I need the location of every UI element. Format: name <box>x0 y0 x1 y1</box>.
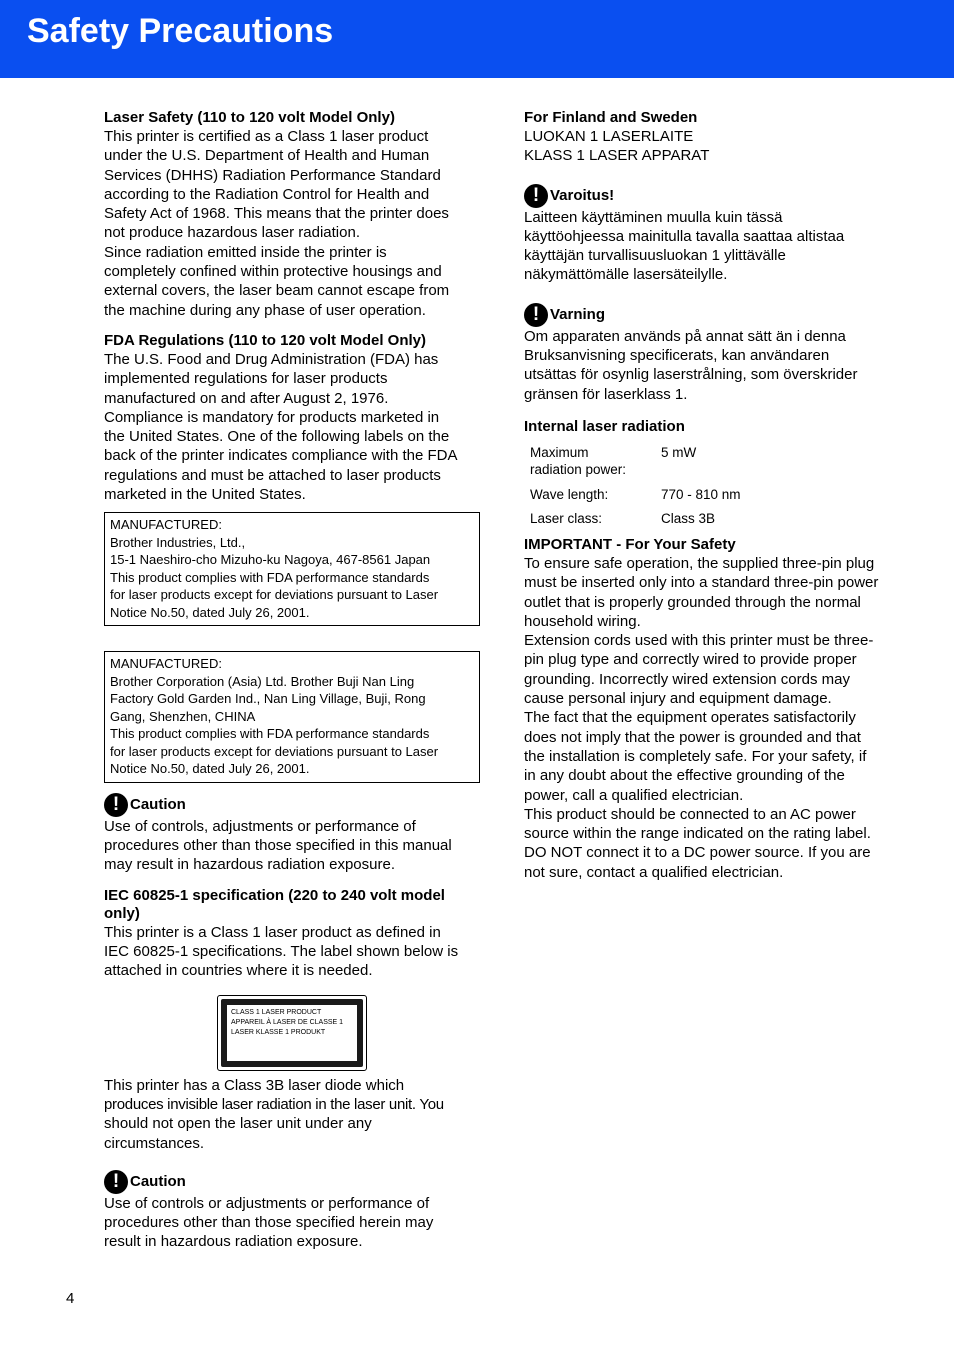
text-line: pin plug type and correctly wired to provide proper <box>524 651 857 669</box>
warning-icon: ! <box>104 1170 128 1194</box>
spec-key: Laser class: <box>530 511 603 527</box>
text-line: household wiring. <box>524 612 641 630</box>
text-line: Om apparaten används på annat sätt än i denna <box>524 327 846 345</box>
text-line: implemented regulations for laser products <box>104 370 388 388</box>
spec-row <box>530 486 900 504</box>
fda-text <box>104 350 480 504</box>
heading-line: only) <box>104 904 140 922</box>
text-line: marketed in the United States. <box>104 486 306 504</box>
important-text <box>524 554 900 882</box>
text-line: power, call a qualified electrician. <box>524 786 744 804</box>
text-line: The fact that the equipment operates satisfactorily <box>524 709 856 727</box>
text-line: the installation is completely safe. For your safety, if <box>524 747 867 765</box>
text-line: gränsen för laserklass 1. <box>524 385 688 403</box>
caution-heading <box>104 1170 480 1194</box>
label-text <box>227 1005 357 1061</box>
text-line: back of the printer indicates compliance with the FDA <box>104 447 458 465</box>
text-line: not sure, contact a qualified electrician. <box>524 863 784 881</box>
right-column <box>524 109 900 882</box>
text-line: in any doubt about the effective grounding of the <box>524 767 845 785</box>
text-line: To ensure safe operation, the supplied three-pin plug <box>524 554 875 572</box>
caution-text <box>104 817 480 875</box>
box-line: MANUFACTURED: <box>110 517 222 533</box>
box-line: for laser products except for deviations pursuant to Laser <box>110 587 439 603</box>
box-line: Gang, Shenzhen, CHINA <box>110 708 256 724</box>
finland-sweden-heading: For Finland and Sweden <box>524 109 698 126</box>
text-line: the machine during any phase of user operation. <box>104 301 426 319</box>
text-line: utsättas för osynlig laserstrålning, som överskrider <box>524 366 858 384</box>
spec-value: 770 - 810 nm <box>661 486 741 502</box>
caution-label: Caution <box>130 1172 186 1190</box>
label-border <box>221 999 363 1067</box>
label-frame <box>217 995 367 1071</box>
box-line: Notice No.50, dated July 26, 2001. <box>110 604 310 620</box>
text-line: not produce hazardous laser radiation. <box>104 224 360 242</box>
text-line: IEC 60825-1 specifications. The label shown below is <box>104 943 459 961</box>
internal-laser-heading: Internal laser radiation <box>524 417 685 435</box>
label-line: LASER KLASSE 1 PRODUKT <box>231 1028 326 1036</box>
warning-icon: ! <box>104 793 128 817</box>
spec-row <box>530 444 900 479</box>
box-line: Factory Gold Garden Ind., Nan Ling Village, Buji, Rong <box>110 691 426 707</box>
laser-safety-text <box>104 127 480 320</box>
label-line: CLASS 1 LASER PRODUCT <box>231 1008 322 1016</box>
text-line: This product should be connected to an AC power <box>524 805 856 823</box>
text-line: Compliance is mandatory for products marketed in <box>104 408 440 426</box>
fda-heading: FDA Regulations (110 to 120 volt Model Only) <box>104 331 426 349</box>
text-line: grounding. Incorrectly wired extension cords may <box>524 670 850 688</box>
text-line: external covers, the laser beam cannot escape from <box>104 282 450 300</box>
varning-heading <box>524 303 900 327</box>
text-line: Laitteen käyttäminen muulla kuin tässä <box>524 208 783 226</box>
page-title: Safety Precautions <box>27 12 334 50</box>
varoitus-label: Varoitus! <box>550 186 615 204</box>
text-line: may result in hazardous radiation exposure. <box>104 856 395 874</box>
box-line: Notice No.50, dated July 26, 2001. <box>110 761 310 777</box>
warning-icon: ! <box>524 184 548 208</box>
text-line: procedures other than those specified in this manual <box>104 837 452 855</box>
page-header <box>0 0 954 78</box>
spec-value: 5 mW <box>661 444 697 460</box>
spec-value: Class 3B <box>661 511 716 527</box>
important-heading: IMPORTANT - For Your Safety <box>524 535 736 553</box>
text-line: Safety Act of 1968. This means that the printer does <box>104 205 449 223</box>
text-line: DO NOT connect it to a DC power source. If you are <box>524 844 871 862</box>
laser-spec-table <box>530 444 900 528</box>
text-line: outlet that is properly grounded through the normal <box>524 593 861 611</box>
spec-key-line: radiation power: <box>530 462 627 478</box>
spec-row <box>530 510 900 528</box>
text-line: does not imply that the power is grounded and that <box>524 728 861 746</box>
text-line: Bruksanvisning specificerats, kan användaren <box>524 347 830 365</box>
box-line: This product complies with FDA performance standards <box>110 569 430 585</box>
spec-key-line: Maximum <box>530 444 589 460</box>
text-line: must be inserted only into a standard three-pin power <box>524 574 879 592</box>
varoitus-text <box>524 208 900 285</box>
text-line: according to the Radiation Control for Health and <box>104 185 430 203</box>
box-line: This product complies with FDA performance standards <box>110 726 430 742</box>
manufacturer-box-china <box>104 651 480 783</box>
heading-line: IEC 60825-1 specification (220 to 240 volt model <box>104 886 445 904</box>
text-line: This printer is certified as a Class 1 laser product <box>104 128 429 145</box>
spec-key: Wave length: <box>530 486 609 502</box>
text-line: käyttäjän turvallisuusluokan 1 ylittävälle <box>524 247 786 265</box>
text-line: näkymättömälle lasersäteilylle. <box>524 266 728 284</box>
text-line: result in hazardous radiation exposure. <box>104 1233 363 1251</box>
text-line: attached in countries where it is needed. <box>104 962 373 980</box>
iec-heading <box>104 887 480 923</box>
text-line: This printer is a Class 1 laser product as defined in <box>104 923 441 941</box>
text-line: LUOKAN 1 LASERLAITE <box>524 128 694 145</box>
varoitus-heading <box>524 184 900 208</box>
box-line: MANUFACTURED: <box>110 656 222 672</box>
box-line: 15-1 Naeshiro-cho Mizuho-ku Nagoya, 467-8561 Japan <box>110 552 431 568</box>
text-line: the United States. One of the following labels on the <box>104 428 450 446</box>
text-line: cause personal injury and equipment damage. <box>524 690 832 708</box>
text-line: produces invisible laser radiation in the laser unit. You <box>104 1095 444 1113</box>
text-line: käyttöohjeessa mainitulla tavalla saattaa altistaa <box>524 227 845 245</box>
text-line: under the U.S. Department of Health and Human <box>104 147 430 165</box>
class3b-text <box>104 1076 480 1153</box>
box-line: for laser products except for deviations pursuant to Laser <box>110 743 439 759</box>
label-line: APPAREIL À LASER DE CLASSE 1 <box>231 1018 344 1026</box>
text-line: Use of controls or adjustments or performance of <box>104 1194 430 1212</box>
manufacturer-box-japan <box>104 512 480 626</box>
caution-heading <box>104 793 480 817</box>
text-line: manufactured on and after August 2, 1976. <box>104 389 389 407</box>
text-line: Since radiation emitted inside the printer is <box>104 243 387 261</box>
varning-text <box>524 327 900 404</box>
caution-text <box>104 1194 480 1252</box>
text-line: circumstances. <box>104 1134 205 1152</box>
text-line: KLASS 1 LASER APPARAT <box>524 147 710 165</box>
laser-safety-heading: Laser Safety (110 to 120 volt Model Only) <box>104 109 395 126</box>
text-line: The U.S. Food and Drug Administration (FDA) has <box>104 350 439 368</box>
class1-laser-label <box>104 995 480 1071</box>
text-line: This printer has a Class 3B laser diode which <box>104 1076 405 1094</box>
text-line: source within the range indicated on the rating label. <box>524 825 871 843</box>
iec-text <box>104 923 480 981</box>
text-line: procedures other than those specified herein may <box>104 1214 434 1232</box>
text-line: completely confined within protective housings and <box>104 263 442 281</box>
finland-sweden-text <box>524 127 900 166</box>
spec-key <box>530 444 661 479</box>
varning-label: Varning <box>550 305 606 323</box>
text-line: Services (DHHS) Radiation Performance Standard <box>104 166 441 184</box>
warning-icon: ! <box>524 303 548 327</box>
text-line: should not open the laser unit under any <box>104 1115 372 1133</box>
box-line: Brother Industries, Ltd., <box>110 534 246 550</box>
text-line: Extension cords used with this printer must be three- <box>524 632 874 650</box>
caution-label: Caution <box>130 795 186 813</box>
text-line: Use of controls, adjustments or performance of <box>104 817 416 835</box>
text-line: regulations and must be attached to laser products <box>104 466 441 484</box>
box-line: Brother Corporation (Asia) Ltd. Brother Buji Nan Ling <box>110 673 415 689</box>
page-number: 4 <box>66 1290 75 1307</box>
left-column <box>104 109 480 1252</box>
